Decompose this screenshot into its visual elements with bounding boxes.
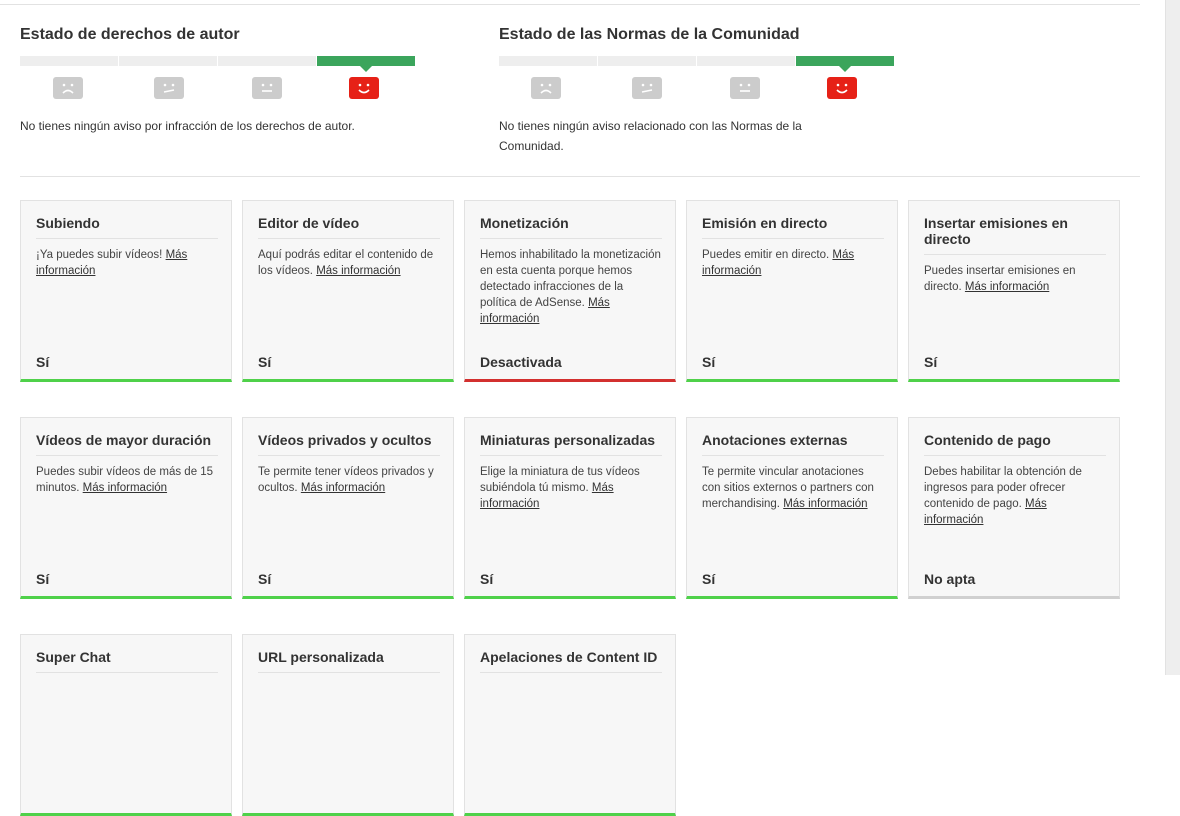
meter-segment-3 <box>218 56 316 66</box>
scrollbar-track[interactable] <box>1165 0 1180 675</box>
feature-card-monetization <box>464 200 676 382</box>
feature-card-super-chat <box>20 634 232 816</box>
displeased-face-icon <box>154 77 184 99</box>
feature-description: Aquí podrás editar el contenido de los vídeos. Más información <box>258 249 434 277</box>
copyright-status-message: No tienes ningún aviso por infracción de los derechos de autor. <box>20 119 355 133</box>
feature-description: Hemos inhabilitado la monetización en esta cuenta porque hemos detectado infracciones de la política de AdSense. Más información <box>480 249 661 325</box>
displeased-face-icon <box>632 77 662 99</box>
feature-card-paid-content <box>908 417 1120 599</box>
feature-card-live-streaming <box>686 200 898 382</box>
feature-card-longer-videos <box>20 417 232 599</box>
feature-description: Puedes subir vídeos de más de 15 minutos. Más información <box>36 466 214 494</box>
learn-more-link[interactable]: Más información <box>480 297 610 325</box>
meter-segment-4-active <box>796 56 894 66</box>
meter-segment-3 <box>697 56 795 66</box>
feature-status: Sí <box>258 571 272 587</box>
feature-status: Sí <box>924 354 938 370</box>
feature-card-external-annotations <box>686 417 898 599</box>
feature-title: Apelaciones de Content ID <box>480 649 662 673</box>
feature-status: Sí <box>702 354 716 370</box>
feature-title: Monetización <box>480 215 662 239</box>
community-status-title: Estado de las Normas de la Comunidad <box>499 26 800 43</box>
learn-more-link[interactable]: Más información <box>36 249 188 277</box>
happy-face-icon <box>827 77 857 99</box>
meter-segment-4-active <box>317 56 415 66</box>
feature-card-content-id-appeals <box>464 634 676 816</box>
community-status-message: No tienes ningún aviso relacionado con las Normas de la Comunidad. <box>499 119 802 153</box>
sad-face-icon <box>531 77 561 99</box>
learn-more-link[interactable]: Más información <box>964 281 1050 293</box>
feature-title: Editor de vídeo <box>258 215 440 239</box>
meter-segment-1 <box>499 56 597 66</box>
feature-title: Super Chat <box>36 649 218 673</box>
happy-face-icon <box>349 77 379 99</box>
learn-more-link[interactable]: Más información <box>924 498 1047 526</box>
feature-card-uploading <box>20 200 232 382</box>
feature-title: Anotaciones externas <box>702 432 884 456</box>
neutral-face-icon <box>252 77 282 99</box>
feature-status: Sí <box>36 571 50 587</box>
feature-description: Debes habilitar la obtención de ingresos para poder ofrecer contenido de pago. Más información <box>924 466 1082 526</box>
feature-status: No apta <box>924 571 976 587</box>
feature-card-private-unlisted <box>242 417 454 599</box>
community-status-meter <box>499 56 895 66</box>
feature-title: Insertar emisiones en directo <box>924 215 1106 255</box>
learn-more-link[interactable]: Más información <box>702 249 855 277</box>
feature-card-custom-thumbnails <box>464 417 676 599</box>
learn-more-link[interactable]: Más información <box>316 265 401 277</box>
feature-description: Te permite vincular anotaciones con sitios externos o partners con merchandising. Más información <box>702 466 874 510</box>
learn-more-link[interactable]: Más información <box>82 482 168 494</box>
feature-title: Emisión en directo <box>702 215 884 239</box>
feature-description: Te permite tener vídeos privados y ocultos. Más información <box>258 466 434 494</box>
feature-status: Sí <box>480 571 494 587</box>
meter-segment-2 <box>598 56 696 66</box>
feature-title: Vídeos de mayor duración <box>36 432 218 456</box>
copyright-status-title: Estado de derechos de autor <box>20 26 240 43</box>
feature-status: Sí <box>36 354 50 370</box>
feature-card-custom-url <box>242 634 454 816</box>
sad-face-icon <box>53 77 83 99</box>
neutral-face-icon <box>730 77 760 99</box>
feature-description: Puedes insertar emisiones en directo. Más información <box>924 265 1076 293</box>
feature-title: URL personalizada <box>258 649 440 673</box>
top-divider <box>0 4 1140 5</box>
feature-description: ¡Ya puedes subir vídeos! Más información <box>36 249 188 277</box>
feature-title: Miniaturas personalizadas <box>480 432 662 456</box>
feature-card-video-editor <box>242 200 454 382</box>
feature-description: Elige la miniatura de tus vídeos subiéndola tú mismo. Más información <box>480 466 640 510</box>
feature-card-embed-live <box>908 200 1120 382</box>
meter-segment-1 <box>20 56 118 66</box>
learn-more-link[interactable]: Más información <box>783 498 868 510</box>
copyright-status-meter <box>20 56 416 66</box>
feature-title: Contenido de pago <box>924 432 1106 456</box>
section-divider <box>20 176 1140 177</box>
feature-description: Puedes emitir en directo. Más información <box>702 249 855 277</box>
meter-segment-2 <box>119 56 217 66</box>
learn-more-link[interactable]: Más información <box>480 482 614 510</box>
feature-status: Desactivada <box>480 354 562 370</box>
feature-title: Subiendo <box>36 215 218 239</box>
feature-title: Vídeos privados y ocultos <box>258 432 440 456</box>
feature-status: Sí <box>258 354 272 370</box>
learn-more-link[interactable]: Más información <box>300 482 386 494</box>
feature-status: Sí <box>702 571 716 587</box>
